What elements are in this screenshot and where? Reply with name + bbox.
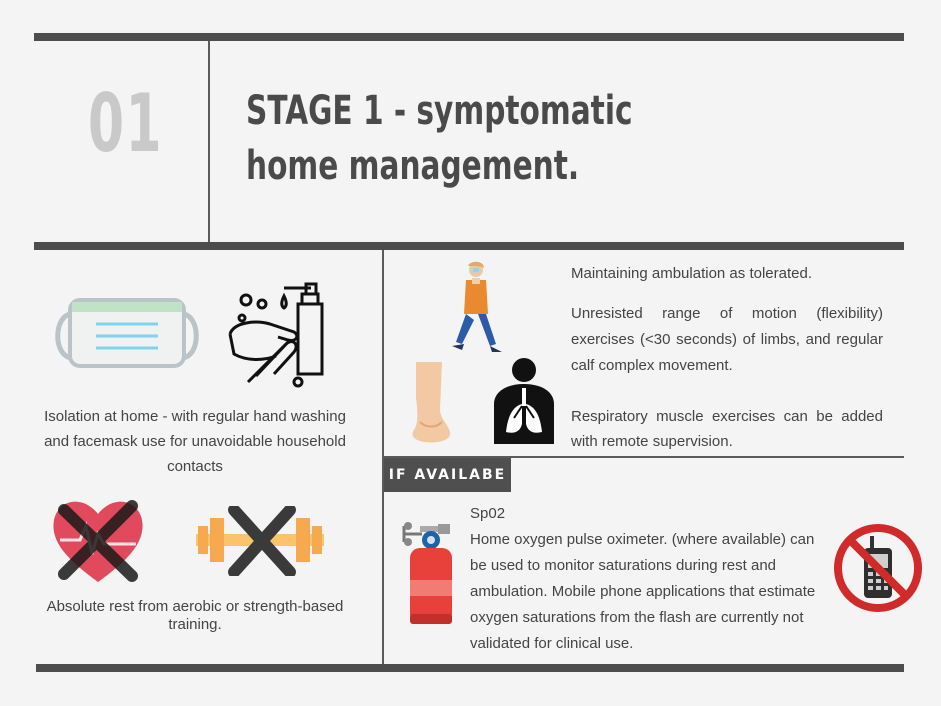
middle-rule (34, 242, 904, 250)
range-of-motion-text: Unresisted range of motion (flexibility) exercises (<30 seconds) of limbs, and regular calf complex movement. (571, 305, 883, 374)
oxygen-tank-icon (400, 520, 456, 628)
ambulation-text: Maintaining ambulation as tolerated. (571, 265, 812, 282)
facemask-icon (50, 296, 204, 374)
handwashing-icon (226, 282, 330, 390)
bottom-rule (36, 664, 904, 672)
sp02-label: Sp02 (470, 505, 506, 522)
isolation-text: Isolation at home - with regular hand washing and facemask use for unavoidable household contacts (44, 408, 346, 475)
no-phone-icon (832, 522, 924, 614)
title-line-1: STAGE 1 - symptomatic (246, 88, 633, 134)
heart-crossed-icon (50, 496, 146, 584)
lungs-icon (486, 356, 562, 444)
leg-icon (408, 362, 454, 446)
respiratory-text: Respiratory muscle exercises can be added with remote supervision. (571, 408, 883, 450)
if-available-badge: IF AVAILABE (384, 458, 511, 492)
title-line-2: home management. (246, 143, 580, 189)
oximeter-text: Home oxygen pulse oximeter. (where available) can be used to monitor saturations during rest and ambulation. Mobile phone applications that estimate oxygen saturations from the flash are currently not validated for clinical use. (470, 531, 816, 652)
dumbbell-crossed-icon (194, 506, 326, 576)
top-rule (34, 33, 904, 41)
page-title (246, 84, 633, 194)
rest-text: Absolute rest from aerobic or strength-based training. (46, 598, 344, 633)
walking-person-icon (448, 260, 504, 356)
header-divider (208, 41, 210, 242)
stage-number: 01 (88, 77, 163, 170)
